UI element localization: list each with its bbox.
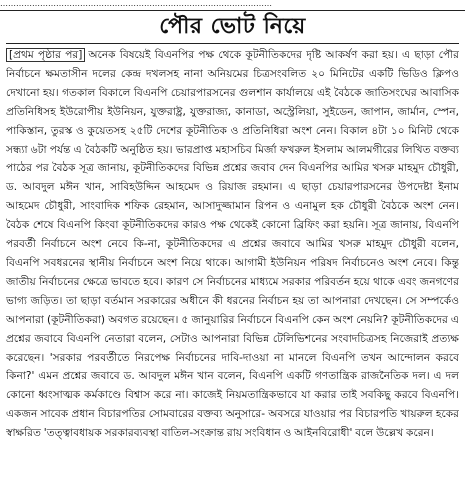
article-text: অনেক বিষয়েই বিএনপির পক্ষ থেকে কূটনীতিকদের দৃষ্টি আকর্ষণ করা হয়। এ ছাড়া পৌর নির্বাচনে ক্ষমতাসীন দলের কেন্দ্র দখলসহ নানা অনিয়মের চিত্রসংবলিত ২০ মিনিটের একটি ভিডিও ক্লিপও দেখানো হয়। গতকাল বিকালে বিএনপি চেয়ারপারসনের গুলশান কার্যালয়ে এই বৈঠকে জাতিসংঘের আবাসিক প্রতিনিধিসহ ইউরোপীয় ইউনিয়ন, যুক্তরাষ্ট্র, যুক্তরাজ্য, কানাডা, অস্ট্রেলিয়া, সুইডেন, জাপান, জার্মান, স্পেন, পাকিস্তান, তুরস্ক ও কুয়েতসহ ২৫টি দেশের কূটনীতিক ও প্রতিনিধিরা অংশ নেন। বিকাল ৪টা ১০ মিনিট থেকে সন্ধ্যা ৬টা পর্যন্ত এ বৈঠকটি অনুষ্ঠিত হয়। ভারপ্রাপ্ত মহাসচিব মির্জা ফখরুল ইসলাম আলমগীরের লিখিত বক্তব্য পাঠের পর বৈঠক সূত্র জানায়, কূটনীতিকদের বিভিন্ন প্রশ্নের জবাব দেন বিএনপির আমির খসরু মাহমুদ চৌধুরী, ড. আবদুল মঈন খান, সাবিহউদ্দিন আহমেদ ও রিয়াজ রহমান। এ ছাড়া চেয়ারপারসনের উপদেষ্টা ইনাম আহমেদ চৌধুরী, সাংবাদিক শফিক রেহমান, আসাদুজ্জামান রিপন ও এনামুল হক চৌধুরী বৈঠকে অংশ নেন। বৈঠক শেষে বিএনপি কিংবা কূটনীতিকদের কারও পক্ষ থেকেই কোনো ব্রিফিং করা হয়নি। সূত্র জানায়, বিএনপি পরবর্তী নির্বাচনে অংশ নেবে কি-না, কূটনীতিকদের এ প্রশ্নের জবাবে আমির খসরু মাহমুদ চৌধুরী বলেন, বিএনপি সবধরনের স্থানীয় নির্বাচনে অংশ নিয়ে থাকে। আগামী ইউনিয়ন পরিষদ নির্বাচনেও অংশ নেবে। কিন্তু জাতীয় নির্বাচনের ক্ষেত্রে ভাবতে হবে। কারণ সে নির্বাচনের মাধ্যমে সরকার পরিবর্তন হয়ে থাকে এবং জনগণের ভাগ্য জড়িত। তা ছাড়া বর্তমান সরকারের অধীনে কী ধরনের নির্বাচন হয় তা আপনারা দেখছেন। সে সম্পর্কেও আপনারা (কূটনীতিকরা) অবগত রয়েছেন। ৫ জানুয়ারির নির্বাচনে বিএনপি কেন অংশ নেয়নি? কূটনীতিকদের এ প্রশ্নের জবাবে বিএনপি নেতারা বলেন, সেটাও আপনারা বিভিন্ন টেলিভিশনের সংবাদচিত্রসহ নিজেরাই প্রত্যক্ষ করেছেন। 'সরকার পরবর্তীতে নিরপেক্ষ নির্বাচনের দাবি-দাওয়া না মানলে বিএনপি তখন আন্দোলন করবে কিনা?' এমন প্রশ্নের জবাবে ড. আবদুল মঈন খান বলেন, বিএনপি একটি গণতান্ত্রিক রাজনৈতিক দল। এ দল কোনো ধ্বংসাত্মক কর্মকাণ্ডে বিশ্বাস করে না। কাজেই নিয়মতান্ত্রিকভাবে যা করার তাই সবকিছু করবে বিএনপি। একজন সাবেক প্রধান বিচারপতির সোমবারের বক্তব্য অনুসারে- অবসরে যাওয়ার পর বিচারপতি খায়রুল হকের স্বাক্ষরিত 'তত্ত্বাবধায়ক সরকারব্যবস্থা বাতিল-সংক্রান্ত রায় সংবিধান ও আইনবিরোধী' বলে উল্লেখ করেন। — [6, 49, 459, 440]
article-paragraph — [6, 46, 459, 443]
article-headline: পৌর ভোট নিয়ে — [159, 13, 306, 39]
continuation-label: [প্রথম পৃষ্ঠার পর] — [6, 48, 85, 62]
headline-divider — [6, 43, 459, 44]
previous-column-strip: ………………………………………………………………………………………… — [0, 0, 465, 11]
article-body — [6, 46, 459, 502]
